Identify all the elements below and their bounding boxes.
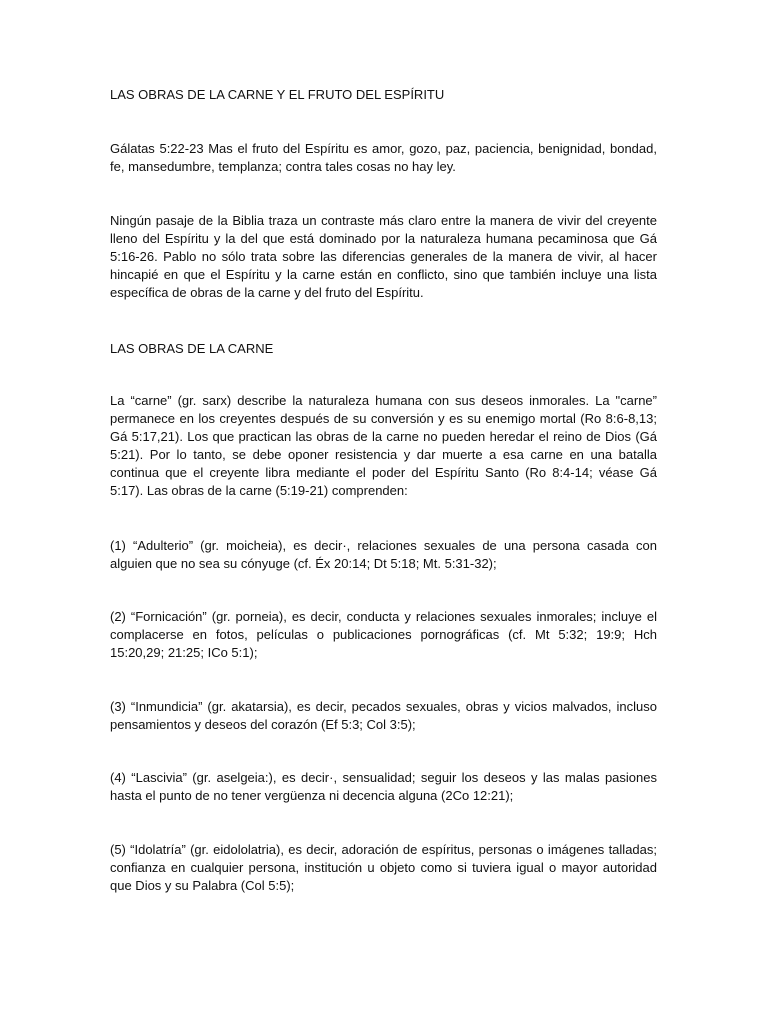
verse-paragraph: Gálatas 5:22-23 Mas el fruto del Espíritu es amor, gozo, paz, paciencia, benignidad, bondad, fe, mansedumbre, templanza; contra tales cosas no hay ley. <box>110 141 657 174</box>
list-item: (1) “Adulterio” (gr. moicheia), es decir·, relaciones sexuales de una persona casada con alguien que no sea su cónyuge (cf. Éx 20:14; Dt 5:18; Mt. 5:31-32); <box>110 538 657 571</box>
list-item: (3) “Inmundicia” (gr. akatarsia), es decir, pecados sexuales, obras y vicios malvados, incluso pensamientos y deseos del corazón (Ef 5:3; Col 3:5); <box>110 699 657 732</box>
document-title: LAS OBRAS DE LA CARNE Y EL FRUTO DEL ESPÍRITU <box>110 87 445 102</box>
list-item: (5) “Idolatría” (gr. eidololatria), es decir, adoración de espíritus, personas o imágenes talladas; confianza en cualquier persona, institución u objeto como si tuviera igual o mayor autoridad que Dios y su Palabra (Col 5:5); <box>110 842 657 893</box>
intro-paragraph: Ningún pasaje de la Biblia traza un contraste más claro entre la manera de vivir del creyente lleno del Espíritu y la del que está dominado por la naturaleza humana pecaminosa que Gá 5:16-26. Pablo no sólo trata sobre las diferencias generales de la manera de vivir, al hacer hincapié en que el Espíritu y la carne están en conflicto, sino que también incluye una lista específica de obras de la carne y del fruto del Espíritu. <box>110 213 657 300</box>
section-intro-paragraph: La “carne” (gr. sarx) describe la naturaleza humana con sus deseos inmorales. La "carne” permanece en los creyentes después de su conversión y es su enemigo mortal (Ro 8:6-8,13; Gá 5:17,21). Los que practican las obras de la carne no pueden heredar el reino de Dios (Gá 5:21). Por lo tanto, se debe oponer resistencia y dar muerte a esa carne en una batalla continua que el creyente libra mediante el poder del Espíritu Santo (Ro 8:4-14; véase Gá 5:17). Las obras de la carne (5:19-21) comprenden: <box>110 393 657 498</box>
list-item: (4) “Lascivia” (gr. aselgeia:), es decir·, sensualidad; seguir los deseos y las malas pasiones hasta el punto de no tener vergüenza ni decencia alguna (2Co 12:21); <box>110 770 657 803</box>
list-item: (2) “Fornicación” (gr. porneia), es decir, conducta y relaciones sexuales inmorales; incluye el complacerse en fotos, películas o publicaciones pornográficas (cf. Mt 5:32; 19:9; Hch 15:20,29; 21:25; ICo 5:1); <box>110 609 657 660</box>
section-heading: LAS OBRAS DE LA CARNE <box>110 341 274 356</box>
